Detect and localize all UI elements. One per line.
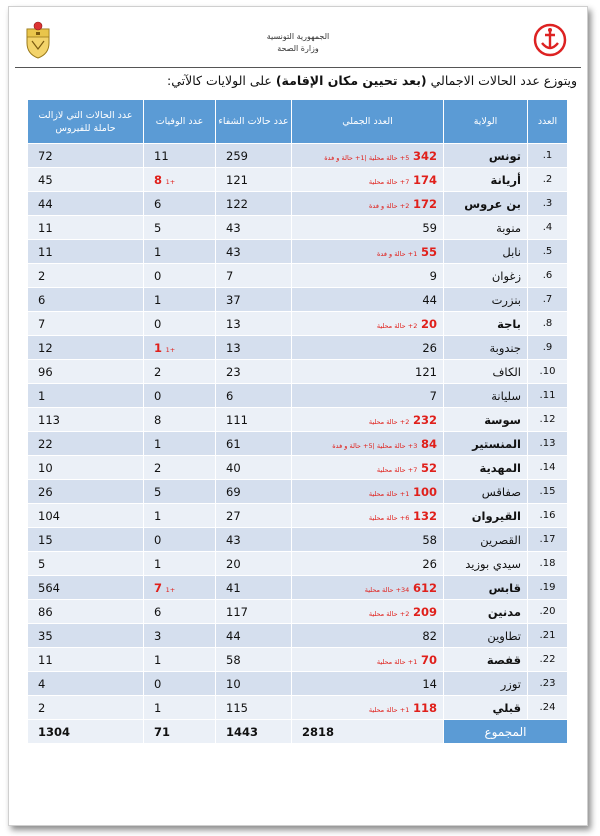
total-cases-cell — [292, 456, 444, 480]
deaths-cell — [144, 576, 216, 600]
header-recovered: عدد حالات الشفاء — [216, 100, 292, 144]
deaths-value: 0 — [154, 532, 162, 547]
new-cases-note: 7+ حالة محلية — [368, 177, 410, 186]
active-value: 113 — [28, 408, 144, 432]
new-cases-note: 1+ حالة و فدة — [377, 249, 418, 258]
recovered-value: 117 — [216, 600, 292, 624]
governorate-name: سيدي بوزيد — [444, 552, 528, 576]
table-row — [28, 192, 568, 216]
deaths-value: 1 — [154, 508, 162, 523]
table-row — [28, 384, 568, 408]
row-index: 3. — [528, 192, 568, 216]
deaths-cell — [144, 672, 216, 696]
recovered-value: 10 — [216, 672, 292, 696]
table-row — [28, 336, 568, 360]
row-index: 4. — [528, 216, 568, 240]
governorate-name: سليانة — [444, 384, 528, 408]
total-cases-value: 132 — [412, 508, 437, 523]
new-cases-note: 34+ حالة محلية — [364, 585, 410, 594]
active-value: 1 — [28, 384, 144, 408]
recovered-value: 20 — [216, 552, 292, 576]
header-total-cases: العدد الجملي — [292, 100, 444, 144]
new-cases-note: 1+ حالة محلية — [368, 705, 410, 714]
recovered-value: 13 — [216, 312, 292, 336]
deaths-cell — [144, 528, 216, 552]
recovered-value: 43 — [216, 216, 292, 240]
totals-label: المجموع — [444, 720, 568, 744]
header-active: عدد الحالات التي لازالت حاملة للفيروس — [28, 100, 144, 144]
governorate-name: زغوان — [444, 264, 528, 288]
total-cases-value: 44 — [422, 292, 437, 307]
recovered-value: 61 — [216, 432, 292, 456]
table-row — [28, 600, 568, 624]
governorate-name: قبلي — [444, 696, 528, 720]
active-value: 11 — [28, 648, 144, 672]
active-value: 4 — [28, 672, 144, 696]
deaths-cell — [144, 696, 216, 720]
row-index: 15. — [528, 480, 568, 504]
cases-table — [27, 99, 568, 744]
deaths-cell — [144, 144, 216, 168]
recovered-value: 23 — [216, 360, 292, 384]
new-cases-note: 6+ حالة محلية — [368, 513, 410, 522]
header-deaths: عدد الوفيات — [144, 100, 216, 144]
recovered-value: 41 — [216, 576, 292, 600]
deaths-cell — [144, 312, 216, 336]
totals-active: 1304 — [28, 720, 144, 744]
recovered-value: 13 — [216, 336, 292, 360]
total-cases-value: 612 — [412, 580, 437, 595]
intro-sentence — [167, 73, 577, 88]
deaths-value: 5 — [154, 484, 162, 499]
table-row — [28, 552, 568, 576]
intro-prefix: ويتوزع عدد الحالات الاجمالي — [426, 73, 577, 88]
governorate-name: قابس — [444, 576, 528, 600]
new-cases-note: 2+ حالة محلية — [376, 321, 418, 330]
governorate-name: قفصة — [444, 648, 528, 672]
governorate-name: بنزرت — [444, 288, 528, 312]
total-cases-value: 26 — [422, 340, 437, 355]
new-deaths-note: 1+ — [165, 585, 176, 594]
table-row — [28, 264, 568, 288]
total-cases-cell — [292, 672, 444, 696]
table-row — [28, 624, 568, 648]
governorate-name: نابل — [444, 240, 528, 264]
deaths-value: 0 — [154, 676, 162, 691]
new-deaths-note: 1+ — [165, 177, 176, 186]
deaths-value: 1 — [154, 652, 162, 667]
row-index: 7. — [528, 288, 568, 312]
active-value: 2 — [28, 696, 144, 720]
republic-name: الجمهورية التونسية — [266, 32, 330, 41]
active-value: 11 — [28, 216, 144, 240]
total-cases-value: 209 — [412, 604, 437, 619]
recovered-value: 111 — [216, 408, 292, 432]
total-cases-value: 232 — [412, 412, 437, 427]
recovered-value: 69 — [216, 480, 292, 504]
deaths-value: 0 — [154, 388, 162, 403]
recovered-value: 115 — [216, 696, 292, 720]
deaths-cell — [144, 504, 216, 528]
total-cases-cell — [292, 192, 444, 216]
total-cases-value: 7 — [429, 388, 437, 403]
total-cases-value: 70 — [420, 652, 437, 667]
total-cases-cell — [292, 336, 444, 360]
total-cases-value: 59 — [422, 220, 437, 235]
total-cases-value: 55 — [420, 244, 437, 259]
total-cases-cell — [292, 312, 444, 336]
table-row — [28, 288, 568, 312]
table-row — [28, 144, 568, 168]
governorate-name: صفاقس — [444, 480, 528, 504]
total-cases-cell — [292, 216, 444, 240]
total-cases-cell — [292, 504, 444, 528]
table-row — [28, 528, 568, 552]
row-index: 5. — [528, 240, 568, 264]
active-value: 104 — [28, 504, 144, 528]
header-governorate: الولاية — [444, 100, 528, 144]
ministry-title — [209, 31, 387, 55]
active-value: 35 — [28, 624, 144, 648]
deaths-value: 11 — [154, 148, 169, 163]
intro-suffix: على الولايات كالآتي: — [166, 73, 276, 88]
deaths-cell — [144, 408, 216, 432]
total-cases-value: 20 — [420, 316, 437, 331]
recovered-value: 122 — [216, 192, 292, 216]
governorate-name: تونس — [444, 144, 528, 168]
header-index: العدد — [528, 100, 568, 144]
governorate-name: القصرين — [444, 528, 528, 552]
row-index: 16. — [528, 504, 568, 528]
ministry-logo-icon — [533, 23, 567, 57]
deaths-cell — [144, 240, 216, 264]
deaths-cell — [144, 600, 216, 624]
governorate-name: مدنين — [444, 600, 528, 624]
deaths-cell — [144, 624, 216, 648]
active-value: 15 — [28, 528, 144, 552]
total-cases-cell — [292, 168, 444, 192]
deaths-value: 5 — [154, 220, 162, 235]
total-cases-value: 84 — [420, 436, 437, 451]
deaths-value: 6 — [154, 196, 162, 211]
row-index: 21. — [528, 624, 568, 648]
table-row — [28, 168, 568, 192]
tunisia-coat-of-arms-icon — [23, 21, 53, 59]
governorate-name: بن عروس — [444, 192, 528, 216]
recovered-value: 259 — [216, 144, 292, 168]
table-row — [28, 240, 568, 264]
deaths-cell — [144, 192, 216, 216]
table-header-row — [28, 100, 568, 144]
active-value: 12 — [28, 336, 144, 360]
table-row — [28, 576, 568, 600]
table-row — [28, 312, 568, 336]
totals-deaths: 71 — [144, 720, 216, 744]
intro-bold: (بعد تحيين مكان الإقامة) — [275, 73, 427, 88]
deaths-cell — [144, 360, 216, 384]
active-value: 11 — [28, 240, 144, 264]
deaths-value: 0 — [154, 268, 162, 283]
deaths-cell — [144, 456, 216, 480]
row-index: 6. — [528, 264, 568, 288]
row-index: 8. — [528, 312, 568, 336]
governorate-name: سوسة — [444, 408, 528, 432]
row-index: 12. — [528, 408, 568, 432]
table-row — [28, 432, 568, 456]
active-value: 26 — [28, 480, 144, 504]
total-cases-cell — [292, 264, 444, 288]
deaths-value: 8 — [154, 172, 163, 187]
recovered-value: 7 — [216, 264, 292, 288]
total-cases-value: 14 — [422, 676, 437, 691]
new-cases-note: 3+ حالة محلية |5+ حالة و فدة — [332, 441, 418, 450]
total-cases-cell — [292, 552, 444, 576]
recovered-value: 44 — [216, 624, 292, 648]
deaths-value: 1 — [154, 340, 163, 355]
governorate-name: أريانة — [444, 168, 528, 192]
active-value: 86 — [28, 600, 144, 624]
row-index: 19. — [528, 576, 568, 600]
active-value: 10 — [28, 456, 144, 480]
row-index: 20. — [528, 600, 568, 624]
total-cases-value: 58 — [422, 532, 437, 547]
active-value: 22 — [28, 432, 144, 456]
new-cases-note: 1+ حالة محلية — [368, 489, 410, 498]
total-cases-cell — [292, 144, 444, 168]
total-cases-cell — [292, 600, 444, 624]
totals-cases: 2818 — [292, 720, 444, 744]
deaths-value: 1 — [154, 244, 162, 259]
new-cases-note: 5+ حالة محلية |1+ حالة و فدة — [324, 153, 410, 162]
table-row — [28, 648, 568, 672]
deaths-cell — [144, 552, 216, 576]
row-index: 18. — [528, 552, 568, 576]
recovered-value: 58 — [216, 648, 292, 672]
deaths-value: 6 — [154, 604, 162, 619]
recovered-value: 121 — [216, 168, 292, 192]
total-cases-cell — [292, 480, 444, 504]
ministry-name: وزارة الصحة — [277, 44, 319, 53]
governorate-name: المنستير — [444, 432, 528, 456]
deaths-cell — [144, 384, 216, 408]
total-cases-cell — [292, 648, 444, 672]
active-value: 72 — [28, 144, 144, 168]
new-deaths-note: 1+ — [165, 345, 176, 354]
deaths-cell — [144, 288, 216, 312]
row-index: 2. — [528, 168, 568, 192]
deaths-value: 1 — [154, 436, 162, 451]
active-value: 7 — [28, 312, 144, 336]
total-cases-cell — [292, 384, 444, 408]
active-value: 6 — [28, 288, 144, 312]
new-cases-note: 1+ حالة محلية — [376, 657, 418, 666]
deaths-value: 8 — [154, 412, 162, 427]
governorate-name: منوبة — [444, 216, 528, 240]
total-cases-value: 26 — [422, 556, 437, 571]
document-header — [9, 7, 587, 71]
governorate-name: القيروان — [444, 504, 528, 528]
deaths-value: 1 — [154, 556, 162, 571]
table-row — [28, 456, 568, 480]
recovered-value: 40 — [216, 456, 292, 480]
totals-row — [28, 720, 568, 744]
row-index: 9. — [528, 336, 568, 360]
deaths-cell — [144, 432, 216, 456]
recovered-value: 43 — [216, 528, 292, 552]
deaths-value: 2 — [154, 460, 162, 475]
new-cases-note: 2+ حالة محلية — [368, 609, 410, 618]
deaths-cell — [144, 336, 216, 360]
deaths-cell — [144, 480, 216, 504]
deaths-cell — [144, 168, 216, 192]
new-cases-note: 7+ حالة محلية — [376, 465, 418, 474]
row-index: 1. — [528, 144, 568, 168]
table-row — [28, 696, 568, 720]
deaths-value: 1 — [154, 700, 162, 715]
row-index: 22. — [528, 648, 568, 672]
deaths-cell — [144, 264, 216, 288]
deaths-value: 7 — [154, 580, 163, 595]
total-cases-value: 342 — [412, 148, 437, 163]
header-rule — [15, 67, 581, 68]
deaths-value: 0 — [154, 316, 162, 331]
document-page — [8, 6, 588, 826]
governorate-name: الكاف — [444, 360, 528, 384]
active-value: 45 — [28, 168, 144, 192]
totals-recovered: 1443 — [216, 720, 292, 744]
total-cases-cell — [292, 288, 444, 312]
deaths-cell — [144, 216, 216, 240]
total-cases-value: 100 — [412, 484, 437, 499]
active-value: 564 — [28, 576, 144, 600]
total-cases-cell — [292, 240, 444, 264]
governorate-name: المهدية — [444, 456, 528, 480]
deaths-value: 2 — [154, 364, 162, 379]
deaths-value: 1 — [154, 292, 162, 307]
total-cases-value: 118 — [412, 700, 437, 715]
recovered-value: 6 — [216, 384, 292, 408]
row-index: 14. — [528, 456, 568, 480]
new-cases-note: 2+ حالة محلية — [368, 417, 410, 426]
total-cases-value: 82 — [422, 628, 437, 643]
row-index: 13. — [528, 432, 568, 456]
new-cases-note: 2+ حالة و فدة — [369, 201, 410, 210]
total-cases-cell — [292, 696, 444, 720]
governorate-name: توزر — [444, 672, 528, 696]
deaths-value: 3 — [154, 628, 162, 643]
active-value: 2 — [28, 264, 144, 288]
governorate-name: تطاوين — [444, 624, 528, 648]
table-row — [28, 504, 568, 528]
table-row — [28, 360, 568, 384]
governorate-name: جندوبة — [444, 336, 528, 360]
row-index: 10. — [528, 360, 568, 384]
active-value: 96 — [28, 360, 144, 384]
recovered-value: 27 — [216, 504, 292, 528]
total-cases-cell — [292, 432, 444, 456]
total-cases-value: 9 — [429, 268, 437, 283]
table-row — [28, 216, 568, 240]
table-row — [28, 408, 568, 432]
deaths-cell — [144, 648, 216, 672]
total-cases-value: 174 — [412, 172, 437, 187]
active-value: 44 — [28, 192, 144, 216]
active-value: 5 — [28, 552, 144, 576]
total-cases-cell — [292, 360, 444, 384]
row-index: 17. — [528, 528, 568, 552]
recovered-value: 43 — [216, 240, 292, 264]
total-cases-cell — [292, 624, 444, 648]
total-cases-cell — [292, 576, 444, 600]
recovered-value: 37 — [216, 288, 292, 312]
governorate-name: باجة — [444, 312, 528, 336]
row-index: 11. — [528, 384, 568, 408]
total-cases-cell — [292, 408, 444, 432]
row-index: 23. — [528, 672, 568, 696]
total-cases-value: 172 — [412, 196, 437, 211]
total-cases-value: 52 — [420, 460, 437, 475]
total-cases-cell — [292, 528, 444, 552]
row-index: 24. — [528, 696, 568, 720]
table-row — [28, 672, 568, 696]
table-row — [28, 480, 568, 504]
total-cases-value: 121 — [415, 364, 437, 379]
